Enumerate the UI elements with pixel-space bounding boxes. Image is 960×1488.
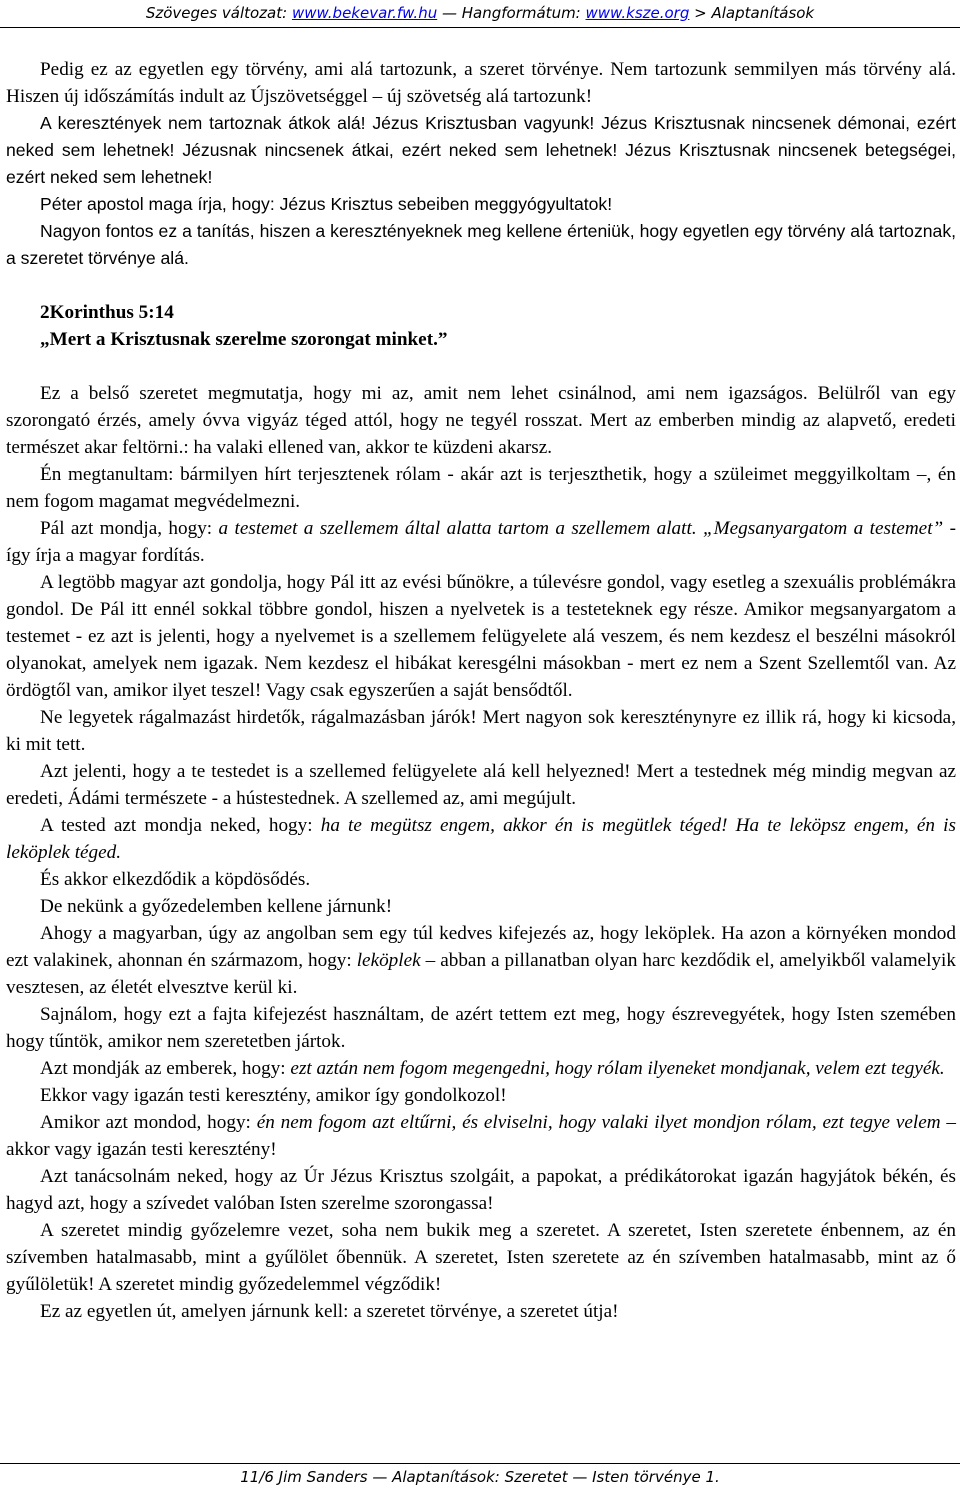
paragraph-14-tail: – abban a pillanatban olyan harc kezdődik el, amelyikből valamelyik vesztesen, az életét elvesztve kerül ki.	[6, 950, 956, 998]
paragraph-11	[6, 812, 956, 866]
paragraph-14-quote: leköplek	[356, 950, 421, 971]
page-header	[0, 0, 960, 26]
paragraph-21: Ez az egyetlen út, amelyen járnunk kell: a szeretet törvénye, a szeretet útja!	[40, 1301, 619, 1322]
paragraph-11-quote: ha te megütsz engem, akkor én is megütlek téged! Ha te leköpsz engem, én is leköplek téged.	[6, 815, 956, 863]
paragraph-16	[6, 1055, 956, 1082]
paragraph-15: Sajnálom, hogy ezt a fajta kifejezést használtam, de azért tettem ezt meg, hogy észrevegyétek, hogy Isten szemében hogy tűntök, amikor nem szeretetben jártok.	[6, 1004, 956, 1052]
paragraph-14	[6, 920, 956, 1001]
verse-reference: 2Korinthus 5:14	[40, 302, 174, 323]
paragraph-14-lead: Ahogy a magyarban, úgy az angolban sem egy túl kedves kifejezés az, hogy leköplek. Ha azon a környéken mondod ezt valakinek, ahonnan én származom, hogy:	[6, 923, 956, 971]
paragraph-17: Ekkor vagy igazán testi keresztény, amikor így gondolkozol!	[40, 1085, 507, 1106]
document-body	[6, 56, 956, 1325]
paragraph-12: És akkor elkezdődik a köpdösődés.	[40, 869, 311, 890]
paragraph-16-lead: Azt mondják az emberek, hogy:	[40, 1058, 291, 1079]
paragraph-9: Ne legyetek rágalmazást hirdetők, rágalmazásban járók! Mert nagyon sok kereszténynyre ez illik rá, hogy ki kicsoda, ki mit tett.	[6, 707, 956, 755]
page-footer: 11/6 Jim Sanders — Alaptanítások: Szeretet — Isten törvénye 1.	[240, 1468, 720, 1486]
paragraph-2: A keresztények nem tartoznak átkok alá! Jézus Krisztusban vagyunk! Jézus Krisztusnak nincsenek démonai, ezért neked sem lehetnek! Jézusnak nincsenek átkai, ezért neked sem lehetnek! Jézus Krisztusnak nincsenek betegségei, ezért neked sem lehetnek!	[6, 113, 956, 187]
paragraph-6: Én megtanultam: bármilyen hírt terjesztenek rólam - akár azt is terjeszthetik, hogy a szüleimet meggyilkoltam –, én nem fogom magamat megvédelmezni.	[6, 464, 956, 512]
footer-divider	[0, 1463, 960, 1464]
paragraph-7-lead: Pál azt mondja, hogy:	[40, 518, 219, 539]
paragraph-16-quote: ezt aztán nem fogom megengedni, hogy rólam ilyeneket mondjanak, velem ezt tegyék.	[290, 1058, 945, 1079]
paragraph-8: A legtöbb magyar azt gondolja, hogy Pál itt az evési bűnökre, a túlevésre gondol, vagy esetleg a szexuális problémákra gondol. De Pál itt ennél sokkal többre gondol, hiszen a nyelvetek is a testeteknek egy része. Amikor megsanyargatom a testemet - ez azt is jelenti, hogy a nyelvemet is a szellemem felügyelete alá veszem, és nem kezdesz el beszélni másokról olyanokat, amelyek nem igazak. Nem kezdesz el hibákat keresgélni másokban - mert ez nem a Szent Szellemtől van. Az ördögtől van, amikor ilyet teszel! Vagy csak egyszerűen a saját bensődtől.	[6, 572, 956, 701]
header-divider	[0, 27, 960, 28]
verse-text: „Mert a Krisztusnak szerelme szorongat minket.”	[40, 329, 448, 350]
paragraph-7-tail: - így írja a magyar fordítás.	[6, 518, 956, 566]
paragraph-18	[6, 1109, 956, 1163]
paragraph-7-quote: a testemet a szellemem által alatta tartom a szellemem alatt. „Megsanyargatom a testemet”	[218, 518, 944, 539]
paragraph-1: Pedig ez az egyetlen egy törvény, ami alá tartozunk, a szeret törvénye. Nem tartozunk semmilyen más törvény alá. Hiszen új időszámítás indult az Újszövetséggel – új szövetség alá tartozunk!	[6, 59, 956, 107]
paragraph-18-quote: én nem fogom azt eltűrni, és elviselni, hogy valaki ilyet mondjon rólam, ezt tegye velem	[256, 1112, 941, 1133]
paragraph-18-lead: Amikor azt mondod, hogy:	[40, 1112, 257, 1133]
header-suffix: > Alaptanítások	[689, 4, 815, 22]
paragraph-3: Péter apostol maga írja, hogy: Jézus Krisztus sebeiben meggyógyultatok!	[40, 194, 613, 214]
paragraph-18-tail: – akkor vagy igazán testi keresztény!	[6, 1112, 957, 1160]
paragraph-10: Azt jelenti, hogy a te testedet is a szellemed felügyelete alá kell helyezned! Mert a testednek még mindig megvan az eredeti, Ádámi természete - a hústestednek. A szellemed az, ami megújult.	[6, 761, 956, 809]
header-prefix: Szöveges változat:	[145, 4, 292, 22]
bekevar-link[interactable]: www.bekevar.fw.hu	[291, 4, 438, 22]
paragraph-20: A szeretet mindig győzelemre vezet, soha nem bukik meg a szeretet. A szeretet, Isten szeretete énbennem, az én szívemben hatalmasabb, mint a gyűlölet őbennük. A szeretet, Isten szeretete az én szívemben hatalmasabb, mint az ő gyűlöletük! A szeretet mindig győzedelemmel végződik!	[6, 1220, 956, 1295]
paragraph-7	[6, 515, 956, 569]
header-middle: — Hangformátum:	[437, 4, 586, 22]
paragraph-19: Azt tanácsolnám neked, hogy az Úr Jézus Krisztus szolgáit, a papokat, a prédikátorokat igazán hagyjátok békén, és hagyd azt, hogy a szívedet valóban Isten szerelme szorongassa!	[6, 1166, 956, 1214]
paragraph-13: De nekünk a győzedelemben kellene járnunk!	[40, 896, 393, 917]
ksze-link[interactable]: www.ksze.org	[585, 4, 690, 22]
paragraph-11-lead: A tested azt mondja neked, hogy:	[40, 815, 321, 836]
paragraph-4: Nagyon fontos ez a tanítás, hiszen a keresztényeknek meg kellene érteniük, hogy egyetlen egy törvény alá tartoznak, a szeretet törvénye alá.	[6, 221, 956, 268]
paragraph-5: Ez a belső szeretet megmutatja, hogy mi az, amit nem lehet csinálnod, ami nem igazságos. Belülről van egy szorongató érzés, amely óvva vigyáz téged attól, hogy ne tegyél rosszat. Mert az emberben mindig az alapvető, eredeti természet akar feltörni.: ha valaki ellened van, akkor te küzdeni akarsz.	[6, 383, 956, 458]
